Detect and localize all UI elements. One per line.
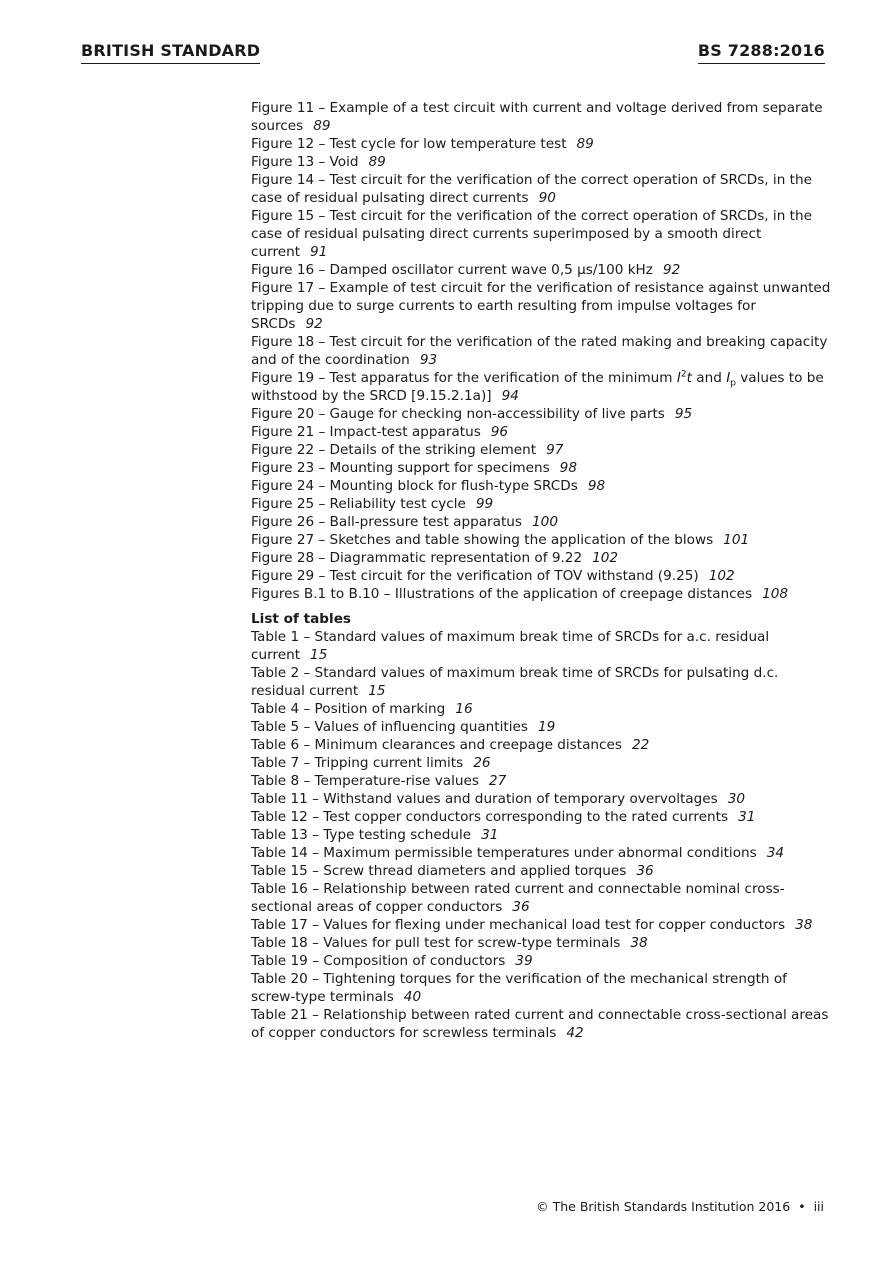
- figure-entry[interactable]: [251, 333, 831, 369]
- table-entry-text: Table 7 – Tripping current limits: [251, 755, 464, 771]
- table-entry[interactable]: [251, 844, 831, 862]
- figure-entry[interactable]: [251, 135, 831, 153]
- table-entry-text: Table 5 – Values of influencing quantities: [251, 719, 528, 735]
- table-entry[interactable]: [251, 718, 831, 736]
- figure-entry[interactable]: [251, 549, 831, 567]
- figure-entry[interactable]: [251, 531, 831, 549]
- table-entry-page: 16: [455, 701, 473, 717]
- figure-entry-text: Figures B.1 to B.10 – Illustrations of the application of creepage distances: [251, 586, 753, 602]
- table-entry-text: Table 13 – Type testing schedule: [251, 827, 472, 843]
- table-entry-page: 30: [727, 791, 746, 807]
- figure-entry-text: Figure 25 – Reliability test cycle: [251, 496, 466, 512]
- figure-entry[interactable]: [251, 585, 831, 603]
- table-entry-text: Table 21 – Relationship between rated current and connectable cross-sectional areas of copper conductors for screwless terminals: [251, 1007, 829, 1041]
- figure-entry-text: Figure 20 – Gauge for checking non-accessibility of live parts: [251, 406, 665, 422]
- table-entry[interactable]: [251, 880, 831, 916]
- table-entry[interactable]: [251, 826, 831, 844]
- figure-entry-page: 89: [368, 154, 386, 170]
- figure-entry-page: 92: [662, 262, 681, 278]
- table-entry-page: 38: [630, 935, 648, 951]
- table-entry[interactable]: [251, 664, 831, 700]
- figure-entry-text: Figure 22 – Details of the striking element: [251, 442, 537, 458]
- table-entry-text: Table 17 – Values for flexing under mechanical load test for copper conductors: [251, 917, 786, 933]
- figure-entry-page: 94: [501, 388, 519, 404]
- table-entry-text: Table 12 – Test copper conductors corresponding to the rated currents: [251, 809, 729, 825]
- footer-copyright: © The British Standards Institution 2016: [536, 1199, 791, 1214]
- table-entry-text: Table 16 – Relationship between rated current and connectable nominal cross-sectional areas of copper conductors: [251, 881, 785, 915]
- table-entry-page: 15: [310, 647, 328, 663]
- figure-entry-text: Figure 14 – Test circuit for the verification of the correct operation of SRCDs, in the case of residual pulsating direct currents: [251, 172, 812, 206]
- table-entry-text: Table 1 – Standard values of maximum break time of SRCDs for a.c. residual current: [251, 629, 770, 663]
- figure-entry-text: Figure 23 – Mounting support for specimens: [251, 460, 550, 476]
- figure-entry-text: Figure 26 – Ball-pressure test apparatus: [251, 514, 523, 530]
- table-entry[interactable]: [251, 790, 831, 808]
- figure-entry[interactable]: [251, 405, 831, 423]
- table-entry-page: 31: [738, 809, 756, 825]
- figure-entry[interactable]: [251, 207, 831, 261]
- contents-list: [251, 99, 831, 1042]
- figure-entry-text: Figure 17 – Example of test circuit for the verification of resistance against unwanted tripping due to surge currents to earth resulting from impulse voltages for SRCDs: [251, 280, 831, 332]
- figure-entry-page: 89: [313, 118, 331, 134]
- figure-entry-text: Figure 16 – Damped oscillator current wave 0,5 μs/100 kHz: [251, 262, 653, 278]
- table-entry[interactable]: [251, 754, 831, 772]
- page-header: [81, 41, 825, 67]
- table-entry-text: Table 8 – Temperature-rise values: [251, 773, 479, 789]
- table-entry-text: Table 19 – Composition of conductors: [251, 953, 506, 969]
- figure-entry-page: 98: [559, 460, 577, 476]
- table-entry[interactable]: [251, 772, 831, 790]
- tables-heading: List of tables: [251, 611, 352, 627]
- table-entry-text: Table 2 – Standard values of maximum break time of SRCDs for pulsating d.c. residual current: [251, 665, 779, 699]
- figure-entry-page: 95: [674, 406, 693, 422]
- figure-entry[interactable]: [251, 495, 831, 513]
- table-entry[interactable]: [251, 970, 831, 1006]
- table-entry-text: Table 11 – Withstand values and duration of temporary overvoltages: [251, 791, 718, 807]
- table-entry-page: 22: [631, 737, 650, 753]
- table-entry-page: 19: [537, 719, 556, 735]
- figures-list: [251, 99, 831, 603]
- figure-entry[interactable]: [251, 153, 831, 171]
- table-entry-page: 34: [766, 845, 785, 861]
- figure-entry[interactable]: [251, 477, 831, 495]
- figure-entry-text: Figure 11 – Example of a test circuit with current and voltage derived from separate sources: [251, 100, 823, 134]
- figure-entry-text: Figure 15 – Test circuit for the verification of the correct operation of SRCDs, in the case of residual pulsating direct currents superimposed by a smooth direct current: [251, 208, 812, 260]
- table-entry-text: Table 6 – Minimum clearances and creepage distances: [251, 737, 622, 753]
- figure-entry-page: 101: [723, 532, 750, 548]
- figure-entry[interactable]: [251, 261, 831, 279]
- table-entry-text: Table 20 – Tightening torques for the verification of the mechanical strength of screw-type terminals: [251, 971, 787, 1005]
- table-entry-page: 39: [515, 953, 533, 969]
- figure-entry[interactable]: [251, 441, 831, 459]
- figure-entry-text: Figure 13 – Void: [251, 154, 359, 170]
- table-entry[interactable]: [251, 952, 831, 970]
- tables-list: [251, 628, 831, 1042]
- figure-entry-text: Figure 19 – Test apparatus for the verification of the minimum: [251, 370, 677, 386]
- formula-symbols: $I^2t$ and $I_p$: [676, 369, 736, 389]
- table-entry-text: Table 14 – Maximum permissible temperatures under abnormal conditions: [251, 845, 757, 861]
- figure-entry-page: 93: [419, 352, 438, 368]
- table-entry-page: 36: [512, 899, 530, 915]
- figure-entry-page: 91: [310, 244, 328, 260]
- table-entry-page: 42: [566, 1025, 584, 1041]
- table-entry-page: 27: [488, 773, 507, 789]
- header-standard-number: BS 7288:2016: [698, 41, 825, 64]
- table-entry[interactable]: [251, 862, 831, 880]
- header-standard-label: BRITISH STANDARD: [81, 41, 260, 64]
- figure-entry-text: Figure 29 – Test circuit for the verification of TOV withstand (9.25): [251, 568, 699, 584]
- figure-entry-page: 98: [587, 478, 606, 494]
- figure-entry-text: Figure 24 – Mounting block for flush-type SRCDs: [251, 478, 578, 494]
- figure-entry-page: 89: [576, 136, 594, 152]
- table-entry[interactable]: [251, 736, 831, 754]
- figure-entry[interactable]: [251, 369, 831, 405]
- table-entry-page: 26: [473, 755, 491, 771]
- table-entry[interactable]: [251, 916, 831, 934]
- table-entry-text: Table 18 – Values for pull test for screw-type terminals: [251, 935, 621, 951]
- figure-entry-page: 97: [546, 442, 564, 458]
- footer-bullet: •: [798, 1199, 806, 1214]
- figure-entry[interactable]: [251, 513, 831, 531]
- figure-entry-page: 90: [538, 190, 556, 206]
- figure-entry[interactable]: [251, 459, 831, 477]
- figure-entry-page: 102: [708, 568, 735, 584]
- figure-entry-page: 99: [475, 496, 494, 512]
- table-entry-text: Table 15 – Screw thread diameters and applied torques: [251, 863, 627, 879]
- figure-entry[interactable]: [251, 423, 831, 441]
- figure-entry-text: values to be withstood by the SRCD [9.15.2.1a)]: [251, 370, 824, 404]
- table-entry-page: 31: [481, 827, 499, 843]
- table-entry[interactable]: [251, 700, 831, 718]
- figure-entry[interactable]: [251, 279, 831, 333]
- figure-entry-page: 92: [305, 316, 323, 332]
- table-entry[interactable]: [251, 808, 831, 826]
- figure-entry-text: Figure 12 – Test cycle for low temperature test: [251, 136, 567, 152]
- table-entry[interactable]: [251, 934, 831, 952]
- figure-entry[interactable]: [251, 171, 831, 207]
- table-entry-page: 38: [795, 917, 813, 933]
- footer-page-number: iii: [813, 1199, 824, 1214]
- table-entry[interactable]: [251, 1006, 831, 1042]
- figure-entry[interactable]: [251, 99, 831, 135]
- table-entry-text: Table 4 – Position of marking: [251, 701, 446, 717]
- table-entry-page: 15: [368, 683, 386, 699]
- table-entry-page: 40: [403, 989, 422, 1005]
- figure-entry-text: Figure 28 – Diagrammatic representation of 9.22: [251, 550, 583, 566]
- figure-entry[interactable]: [251, 567, 831, 585]
- table-entry[interactable]: [251, 628, 831, 664]
- figure-entry-page: 102: [592, 550, 619, 566]
- table-entry-page: 36: [636, 863, 654, 879]
- figure-entry-text: Figure 27 – Sketches and table showing the application of the blows: [251, 532, 714, 548]
- figure-entry-text: Figure 18 – Test circuit for the verification of the rated making and breaking capacity and of the coordination: [251, 334, 828, 368]
- figure-entry-page: 100: [532, 514, 558, 530]
- figure-entry-page: 108: [762, 586, 789, 602]
- page-footer: [536, 1198, 824, 1216]
- figure-entry-text: Figure 21 – Impact-test apparatus: [251, 424, 481, 440]
- figure-entry-page: 96: [490, 424, 509, 440]
